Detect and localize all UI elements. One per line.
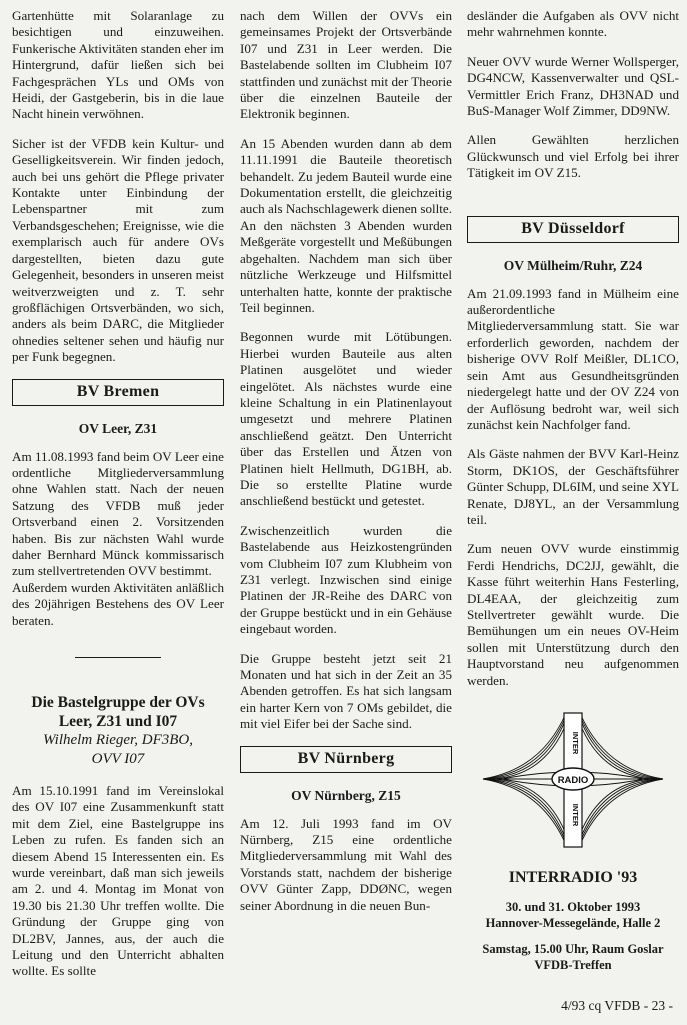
section-heading-duesseldorf: BV Düsseldorf bbox=[467, 216, 679, 243]
section-heading-nuernberg: BV Nürnberg bbox=[240, 746, 452, 773]
event-venue: Hannover-Messegelände, Halle 2 bbox=[485, 916, 661, 930]
paragraph: Neuer OVV wurde Werner Wollsperger, DG4NCW, Kassenverwalter und QSL-Vermittler Erich Franz, DH3NAD und BuS-Manager Wolf Zimmer, DD9NW. bbox=[467, 53, 679, 119]
event-meeting-time: Samstag, 15.00 Uhr, Raum Goslar bbox=[482, 942, 664, 956]
paragraph: Sicher ist der VFDB kein Kultur- und Geselligkeitsverein. Wir finden jedoch, auch bei uns gehört die Pflege privater Kontakte unter Einbindung der Lebenspartner mit zum Verbandsgeschehen; Ereignisse, wie die exemplarisch auch für andere OVs dargestellten, bieten dazu gute Gelegenheit, besonders in unseren meist weitverzweigten und z. T. sehr großflächigen Ortsverbänden, wo sich, anders als beim DARC, die Mitglieder ohnedies seltener sehen und häufig nur per Funk begegnen. bbox=[12, 135, 224, 365]
paragraph: Gartenhütte mit Solaranlage zu besichtigen und einzuweihen. Funkerische Aktivitäten standen eher im Hintergrund, dafür ließen sich bei Fachgesprächen YLs und OMs von Heidi, der Gastgeberin, bis in die laue Nacht hinein verwöhnen. bbox=[12, 8, 224, 122]
event-title: INTERRADIO '93 bbox=[508, 869, 638, 886]
page-footer: 4/93 cq VFDB - 23 - bbox=[561, 998, 673, 1013]
paragraph: Als Gäste nahmen der BVV Karl-Heinz Storm, DK1OS, der Geschäftsführer Günter Schupp, DL6IM, und seine XYL Renate, DJ8YL, an der Versammlung teil. bbox=[467, 446, 680, 527]
paragraph: Am 11.08.1993 fand beim OV Leer eine ordentliche Mitgliederversammlung ohne Wahlen statt. Nach der neuen Satzung des VFDB muß jeder Ortsverband einen 2. Vorsitzenden haben. Bis zur nächsten Wahl wurde daher Bernhard Münck kommissarisch zum stellvertretenden OVV bestimmt. bbox=[12, 448, 224, 579]
author-byline-line-2: OVV I07 bbox=[91, 751, 145, 767]
paragraph: An 15 Abenden wurden dann ab dem 11.11.1991 die Bauteile theoretisch behandelt. Zu jedem Bauteil wurde eine Dokumentation erstellt, die gleichzeitig auch als Nachschlagewerk dienen sollte. An den nächsten 3 Abenden wurden Meßgeräte vorgestellt und Meßübungen abgehalten. Nachdem man sich über nützliche Werkzeuge und Hilfsmittel unterhalten hatte, konnte der praktische Teil beginnen. bbox=[240, 135, 452, 315]
event-meeting-name: VFDB-Treffen bbox=[534, 958, 612, 972]
paragraph: Am 21.09.1993 fand in Mülheim eine außerordentliche Mitgliederversammlung statt. Sie war erforderlich geworden, nachdem der bisherige OVV Rolf Meißler, DL1CO, sein Amt aus Gesundheitsgründen niedergelegt hatte und der OV Z24 von der Auflösung bedroht war, weil sich zunächst kein Nachfolger fand. bbox=[467, 285, 679, 432]
divider-rule bbox=[75, 657, 161, 658]
logo-bottom-text: INTER bbox=[571, 803, 580, 827]
paragraph: Am 12. Juli 1993 fand im OV Nürnberg, Z15 eine ordentliche Mitgliederversammlung mit Wahl des Vorstands statt, nachdem der bisherige OVV Günter Zapp, DDØNC, wegen seiner Abordnung in die neuen Bun- bbox=[240, 815, 452, 913]
column-right bbox=[467, 8, 679, 973]
section-heading-bremen: BV Bremen bbox=[12, 379, 224, 406]
article-title-line-2: Leer, Z31 und I07 bbox=[58, 713, 178, 730]
paragraph: nach dem Willen der OVVs ein gemeinsames Projekt der Ortsverbände I07 und Z31 in Leer werden. Die Bastelabende sollten im Clubheim I07 stattfinden und zunächst mit der Theorie über die einzelnen Bauteile der Elektronik beginnen. bbox=[240, 8, 452, 122]
interradio-logo-icon bbox=[482, 709, 664, 851]
paragraph: Allen Gewählten herzlichen Glückwunsch und viel Erfolg bei ihrer Tätigkeit im OV Z15. bbox=[467, 132, 679, 181]
logo-center-text: RADIO bbox=[557, 775, 589, 786]
subheading-ov-muelheim: OV Mülheim/Ruhr, Z24 bbox=[503, 257, 643, 273]
author-byline-line-1: Wilhelm Rieger, DF3BO, bbox=[43, 732, 193, 748]
logo-top-text: INTER bbox=[571, 731, 580, 755]
paragraph: Zum neuen OVV wurde einstimmig Ferdi Hendrichs, DC2JJ, gewählt, die Kasse führt weiterhin Hans Festerling, DL4EAA, der gleichzeitig zum Stellvertreter gewählt wurde. Die Bemühungen um ein neues OV-Heim sollen mit Unterstützung durch den Hauptvorstand neu aufgenommen werden. bbox=[467, 541, 679, 688]
column-middle bbox=[240, 8, 452, 927]
paragraph: Die Gruppe besteht jetzt seit 21 Monaten und hat sich in der Zeit an 35 Abenden getroffen. Es hat sich langsam ein harter Kern von 7 OMs gebildet, die mit viel Eifer bei der Sache sind. bbox=[240, 650, 452, 732]
paragraph: Am 15.10.1991 fand im Vereinslokal des OV I07 eine Zusammenkunft statt mit dem Ziel, eine Bastelgruppe ins Leben zu rufen. Es fanden sich an diesem Abend 15 Interessenten ein. Es wurde vereinbart, daß man sich jeweils am 2. und 4. Montag im Monat von 19.30 bis 21.30 Uhr treffen wollte. Die Gründung der Gruppe ging von DL2BV, Jannes, aus, der auch die Leitung und den Unterricht abhalten wollte. Es sollte bbox=[12, 783, 224, 979]
article-title-line-1: Die Bastelgruppe der OVs bbox=[31, 694, 205, 711]
paragraph: Begonnen wurde mit Lötübungen. Hierbei wurden Bauteile aus alten Platinen ausgelötet und wieder eingelötet. Als nächstes wurde eine kleine Schaltung in ein Platinenlayout umgesetzt und mehrere Platinen anschließend geätzt. Den Unterricht über das Erstellen und Ätzen von Platinen hielt Hellmuth, DG1BH, ab. Die so erstellte Platine wurde anschließend bestückt und getestet. bbox=[240, 329, 452, 509]
column-left bbox=[12, 8, 224, 993]
subheading-ov-leer: OV Leer, Z31 bbox=[78, 420, 158, 436]
paragraph: desländer die Aufgaben als OVV nicht mehr wahrnehmen konnte. bbox=[467, 8, 679, 40]
paragraph: Zwischenzeitlich wurden die Bastelabende aus Heizkostengründen vom Clubheim I07 zum Klubheim von Z31 verlegt. Inzwischen sind einige Platinen der JR-Reihe des DARC von der Gruppe bestückt und in ein Gehäuse eingebaut worden. bbox=[240, 522, 452, 637]
subheading-ov-nuernberg: OV Nürnberg, Z15 bbox=[291, 787, 401, 803]
paragraph: Außerdem wurden Aktivitäten anläßlich des 20jährigen Bestehens des OV Leer beraten. bbox=[12, 579, 224, 628]
event-dates: 30. und 31. Oktober 1993 bbox=[505, 900, 641, 914]
